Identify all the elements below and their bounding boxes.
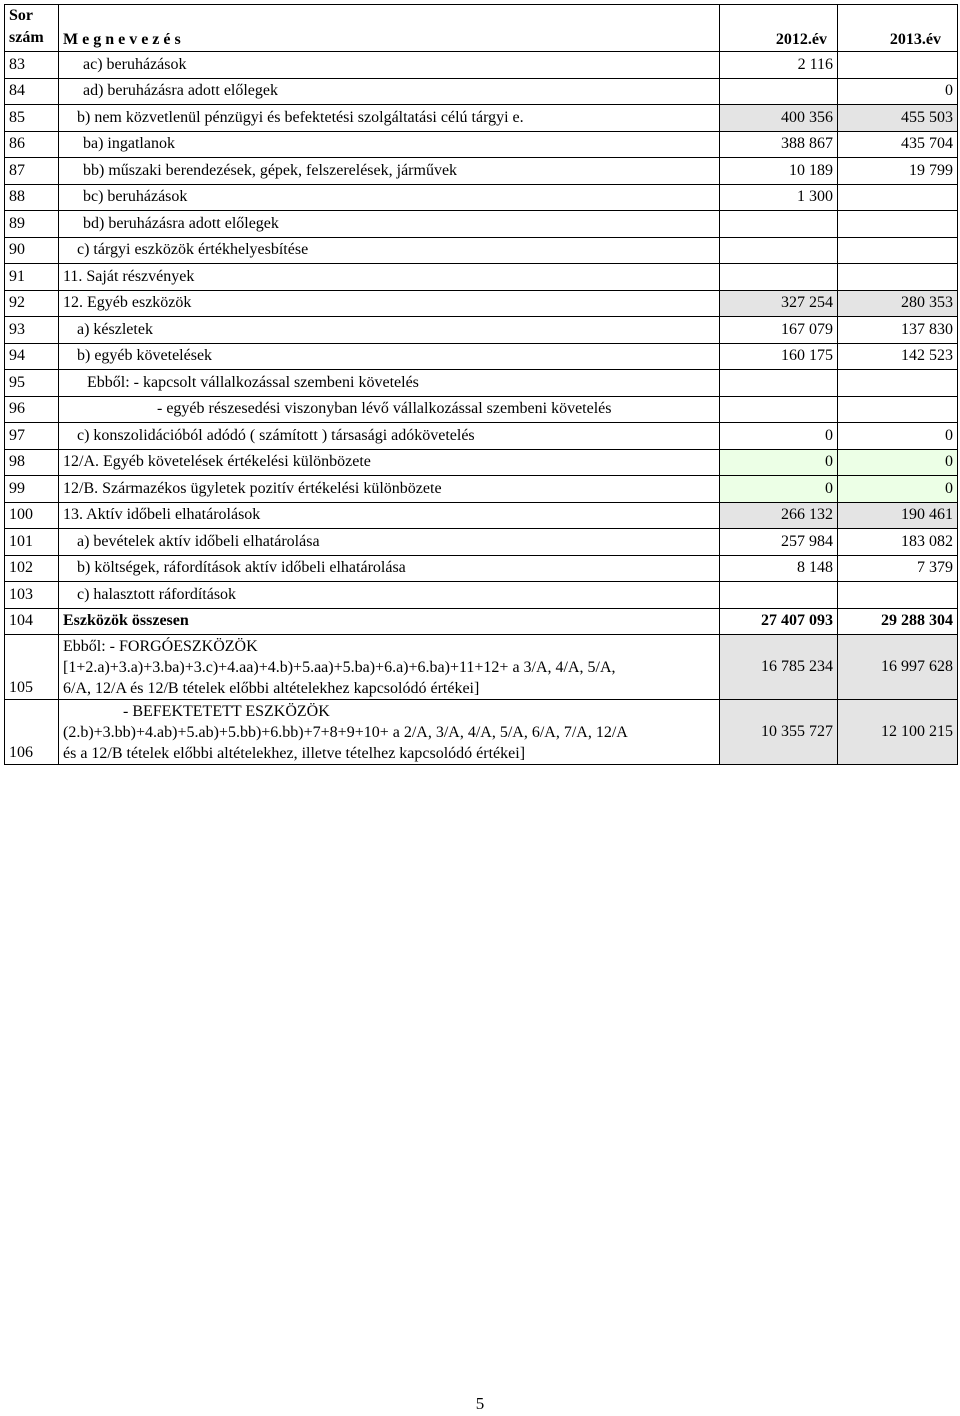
row-label: 13. Aktív időbeli elhatárolások [59,502,720,529]
row-label: a) bevételek aktív időbeli elhatárolása [59,529,720,556]
value-2013: 7 379 [838,555,958,582]
table-row [5,78,958,105]
row-label: bd) beruházásra adott előlegek [59,211,720,238]
table-row [5,502,958,529]
header-szam: szám [9,29,44,46]
label-line-2: [1+2.a)+3.a)+3.ba)+3.c)+4.aa)+4.b)+5.aa)+5.ba)+6.a)+6.ba)+11+12+ a 3/A, 4/A, 5/A, [63,658,616,676]
header-megnevezes: M e g n e v e z é s [59,5,720,52]
value-2012: 160 175 [720,343,838,370]
balance-sheet-table [4,4,958,765]
value-2012: 266 132 [720,502,838,529]
value-2012 [720,396,838,423]
row-label: b) egyéb követelések [59,343,720,370]
table-row [5,290,958,317]
row-number: 96 [5,396,59,423]
value-2013: 137 830 [838,317,958,344]
table-row [5,264,958,291]
table-row [5,158,958,185]
value-2013: 190 461 [838,502,958,529]
value-2012 [720,211,838,238]
table-row [5,555,958,582]
table-row [5,211,958,238]
row-number: 84 [5,78,59,105]
value-2012 [720,264,838,291]
header-year-2012: 2012.év [720,5,838,52]
table-row [5,370,958,397]
value-2013 [838,264,958,291]
value-2013 [838,184,958,211]
row-label-multiline [59,700,720,765]
row-number: 105 [5,635,59,700]
row-label: - egyéb részesedési viszonyban lévő vállalkozással szembeni követelés [59,396,720,423]
row-label-multiline [59,635,720,700]
value-2013 [838,370,958,397]
row-number: 102 [5,555,59,582]
header-sor-szam [5,5,59,52]
value-2013: 0 [838,423,958,450]
row-number: 87 [5,158,59,185]
row-label: b) költségek, ráfordítások aktív időbeli elhatárolása [59,555,720,582]
value-2013: 0 [838,78,958,105]
row-label: 12. Egyéb eszközök [59,290,720,317]
value-2013: 142 523 [838,343,958,370]
table-row [5,529,958,556]
table-row [5,52,958,79]
value-2013: 29 288 304 [838,608,958,635]
value-2013: 16 997 628 [838,635,958,700]
value-2012: 2 116 [720,52,838,79]
table-row [5,608,958,635]
value-2012 [720,370,838,397]
header-row [5,5,958,52]
row-label: ad) beruházásra adott előlegek [59,78,720,105]
label-line-3: 6/A, 12/A és 12/B tételek előbbi altételekhez kapcsolódó értékei] [63,679,480,697]
value-2012: 257 984 [720,529,838,556]
value-2012: 8 148 [720,555,838,582]
table-row [5,237,958,264]
label-line-2: (2.b)+3.bb)+4.ab)+5.ab)+5.bb)+6.bb)+7+8+9+10+ a 2/A, 3/A, 4/A, 5/A, 6/A, 7/A, 12/A [63,723,628,741]
value-2013: 183 082 [838,529,958,556]
value-2012: 27 407 093 [720,608,838,635]
row-label: Eszközök összesen [59,608,720,635]
label-line-1: Ebből: - FORGÓESZKÖZÖK [63,637,258,655]
value-2013 [838,396,958,423]
row-number: 97 [5,423,59,450]
value-2012: 167 079 [720,317,838,344]
table-row [5,131,958,158]
row-number: 89 [5,211,59,238]
row-label: b) nem közvetlenül pénzügyi és befektetési szolgáltatási célú tárgyi e. [59,105,720,132]
row-number: 104 [5,608,59,635]
value-2012 [720,78,838,105]
row-number: 91 [5,264,59,291]
row-number: 101 [5,529,59,556]
row-number: 99 [5,476,59,503]
value-2013: 435 704 [838,131,958,158]
value-2012 [720,582,838,609]
value-2012: 10 355 727 [720,700,838,765]
row-number: 90 [5,237,59,264]
row-number: 103 [5,582,59,609]
row-number: 85 [5,105,59,132]
row-label: c) halasztott ráfordítások [59,582,720,609]
row-number: 94 [5,343,59,370]
row-label: c) tárgyi eszközök értékhelyesbítése [59,237,720,264]
row-label: c) konszolidációból adódó ( számított ) társasági adókövetelés [59,423,720,450]
header-year-2013: 2013.év [838,5,958,52]
row-number: 106 [5,700,59,765]
label-line-1: - BEFEKTETETT ESZKÖZÖK [123,702,330,720]
table-row-multiline [5,635,958,700]
row-number: 92 [5,290,59,317]
label-line-3: és a 12/B tételek előbbi altételekhez, illetve tételhez kapcsolódó értékei] [63,744,526,762]
value-2013: 12 100 215 [838,700,958,765]
value-2012: 388 867 [720,131,838,158]
value-2013: 280 353 [838,290,958,317]
table-row [5,184,958,211]
header-sor: Sor [9,7,33,24]
row-label: bb) műszaki berendezések, gépek, felszerelések, járművek [59,158,720,185]
value-2013: 0 [838,476,958,503]
value-2013 [838,52,958,79]
value-2012: 0 [720,476,838,503]
row-label: 12/B. Származékos ügyletek pozitív értékelési különbözete [59,476,720,503]
row-number: 88 [5,184,59,211]
table-row [5,396,958,423]
row-number: 100 [5,502,59,529]
table-row [5,476,958,503]
value-2012: 0 [720,423,838,450]
table-row-multiline [5,700,958,765]
value-2013: 0 [838,449,958,476]
value-2013 [838,237,958,264]
row-label: Ebből: - kapcsolt vállalkozással szembeni követelés [59,370,720,397]
row-number: 93 [5,317,59,344]
row-number: 86 [5,131,59,158]
table-row [5,343,958,370]
row-label: bc) beruházások [59,184,720,211]
table-row [5,582,958,609]
row-number: 95 [5,370,59,397]
value-2012 [720,237,838,264]
table-row [5,449,958,476]
row-number: 83 [5,52,59,79]
row-number: 98 [5,449,59,476]
row-label: a) készletek [59,317,720,344]
table-row [5,105,958,132]
value-2013 [838,211,958,238]
value-2012: 10 189 [720,158,838,185]
row-label: ba) ingatlanok [59,131,720,158]
value-2012: 327 254 [720,290,838,317]
page-number: 5 [475,1394,485,1413]
row-label: 11. Saját részvények [59,264,720,291]
row-label: 12/A. Egyéb követelések értékelési különbözete [59,449,720,476]
value-2013 [838,582,958,609]
row-label: ac) beruházások [59,52,720,79]
value-2013: 19 799 [838,158,958,185]
table-row [5,423,958,450]
value-2012: 0 [720,449,838,476]
value-2012: 16 785 234 [720,635,838,700]
table-row [5,317,958,344]
value-2013: 455 503 [838,105,958,132]
value-2012: 400 356 [720,105,838,132]
value-2012: 1 300 [720,184,838,211]
